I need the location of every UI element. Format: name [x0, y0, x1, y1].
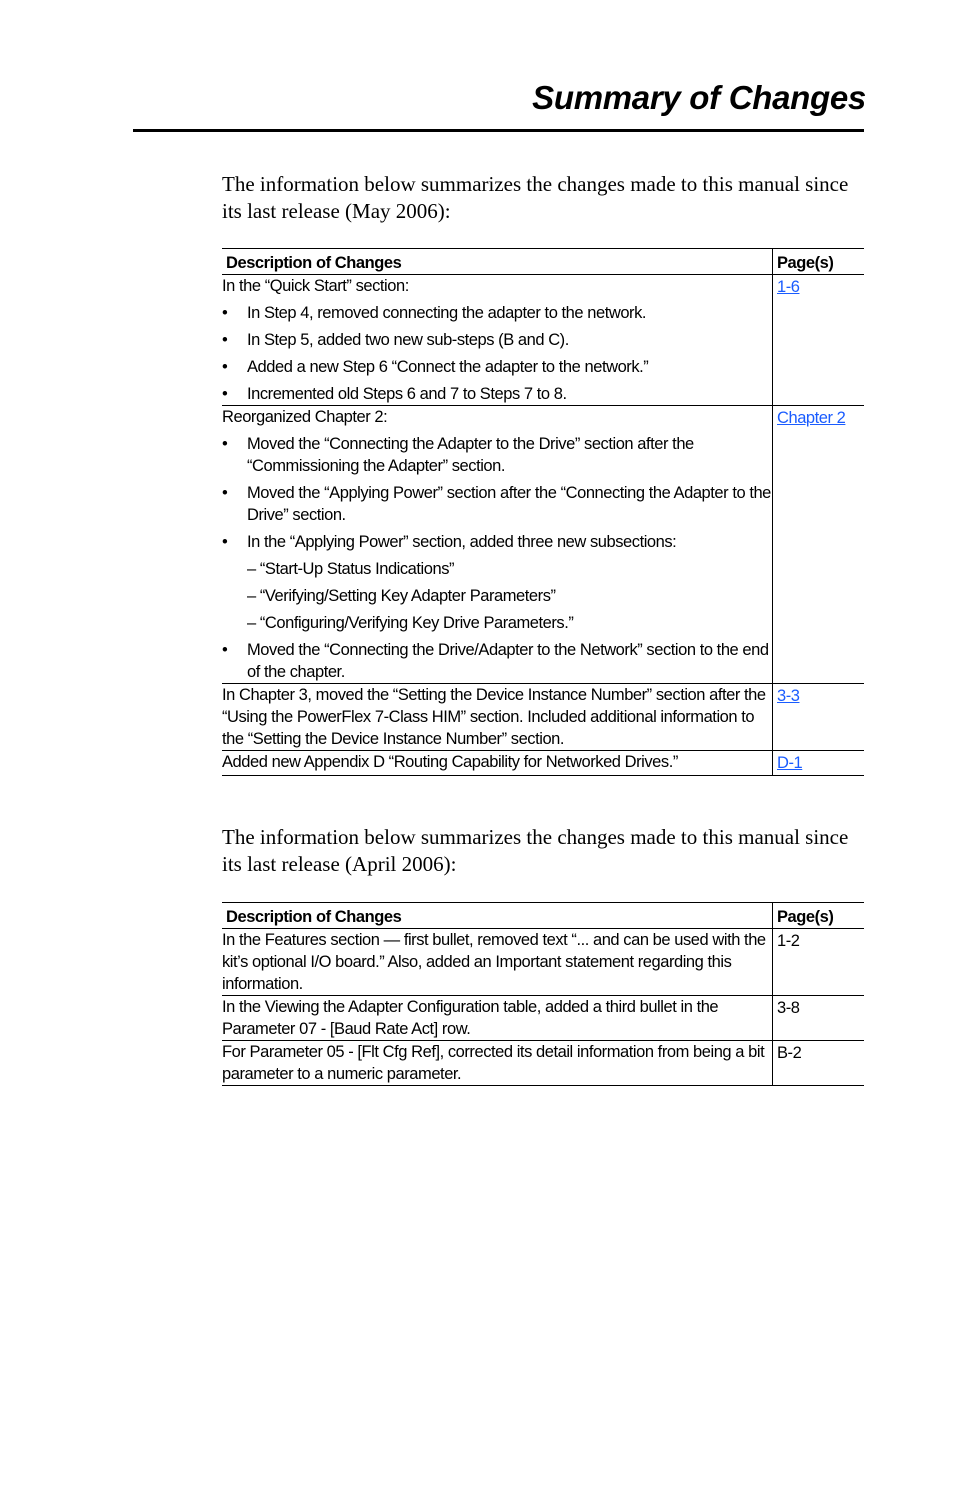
bullet-icon: •	[222, 641, 228, 659]
page-ref: B-2	[777, 1044, 802, 1062]
table-row	[222, 406, 864, 684]
list-item: • Incremented old Steps 6 and 7 to Steps 7 to 8.	[222, 385, 567, 403]
description-cell	[222, 275, 773, 406]
pages-cell	[773, 996, 865, 1041]
page-link-chapter-2[interactable]: Chapter 2	[777, 409, 846, 427]
row-lead: Reorganized Chapter 2:	[222, 408, 388, 426]
table-row	[222, 996, 864, 1041]
list-item: • Moved the “Connecting the Drive/Adapter to the Network” section to the end of the chapter.	[222, 641, 769, 681]
bullet-icon: •	[222, 331, 228, 349]
bullet-icon: •	[222, 435, 228, 453]
description-header: Description of Changes	[226, 254, 402, 272]
list-item: • Moved the “Connecting the Adapter to the Drive” section after the “Commissioning the Adapter” section.	[222, 435, 694, 475]
row-text: In the Viewing the Adapter Configuration table, added a third bullet in the Parameter 07 - [Baud Rate Act] row.	[222, 998, 719, 1038]
row-text: Added new Appendix D “Routing Capability for Networked Drives.”	[222, 753, 678, 771]
bullet-icon: •	[222, 484, 228, 502]
page-link-1-6[interactable]: 1-6	[777, 278, 800, 296]
row-lead: In the “Quick Start” section:	[222, 277, 409, 295]
description-cell	[222, 751, 773, 776]
table-header-row	[222, 903, 864, 929]
description-cell	[222, 1041, 773, 1086]
table-row	[222, 684, 864, 751]
row-text: In the Features section — first bullet, removed text “... and can be used with the kit’s optional I/O board.” Also, added an Important statement regarding this information.	[222, 931, 766, 993]
table-header-row	[222, 249, 864, 275]
sub-item: – “Verifying/Setting Key Adapter Parameters”	[247, 587, 556, 605]
table-row	[222, 275, 864, 406]
bullet-list	[222, 433, 772, 683]
description-cell	[222, 929, 773, 996]
table-row	[222, 751, 864, 776]
pages-header: Page(s)	[773, 903, 865, 929]
bullet-icon: •	[222, 304, 228, 322]
intro-paragraph-1: The information below summarizes the changes made to this manual since its last release (May 2006):	[222, 172, 849, 223]
bullet-list	[222, 302, 772, 405]
pages-header: Page(s)	[773, 249, 865, 275]
description-cell	[222, 996, 773, 1041]
list-item: • Moved the “Applying Power” section after the “Connecting the Adapter to the Drive” section.	[222, 484, 771, 524]
page-link-3-3[interactable]: 3-3	[777, 687, 800, 705]
page-ref: 3-8	[777, 999, 800, 1017]
list-item: • Added a new Step 6 “Connect the adapter to the network.”	[222, 358, 649, 376]
bullet-icon: •	[222, 533, 228, 551]
description-cell	[222, 406, 773, 684]
bullet-icon: •	[222, 358, 228, 376]
sub-item: – “Start-Up Status Indications”	[247, 560, 455, 578]
description-cell	[222, 684, 773, 751]
page-link-d-1[interactable]: D-1	[777, 754, 803, 772]
list-item: • In Step 4, removed connecting the adapter to the network.	[222, 304, 647, 322]
page-ref: 1-2	[777, 932, 800, 950]
sub-item: – “Configuring/Verifying Key Drive Parameters.”	[247, 614, 574, 632]
changes-table-2	[222, 902, 864, 1086]
pages-cell	[773, 1041, 865, 1086]
pages-cell	[773, 929, 865, 996]
description-header: Description of Changes	[226, 908, 402, 926]
changes-table-1	[222, 248, 864, 776]
table-row	[222, 929, 864, 996]
list-item: • In the “Applying Power” section, added three new subsections: – “Start-Up Status Indications” – “Verifying/Setting Key Adapter Parameters” – “Configuring/Verifying Key Drive Parameters.”	[222, 531, 772, 634]
intro-paragraph-2: The information below summarizes the changes made to this manual since its last release (April 2006):	[222, 825, 849, 876]
pages-cell	[773, 406, 865, 684]
row-text: In Chapter 3, moved the “Setting the Device Instance Number” section after the “Using the PowerFlex 7-Class HIM” section. Included additional information to the “Setting the Device Instance Number” section.	[222, 686, 766, 748]
title-rule	[133, 129, 864, 132]
pages-cell	[773, 751, 865, 776]
table-row	[222, 1041, 864, 1086]
page-title: Summary of Changes	[532, 79, 866, 116]
pages-cell	[773, 684, 865, 751]
row-text: For Parameter 05 - [Flt Cfg Ref], corrected its detail information from being a bit parameter to a numeric parameter.	[222, 1043, 765, 1083]
pages-cell	[773, 275, 865, 406]
bullet-icon: •	[222, 385, 228, 403]
list-item: • In Step 5, added two new sub-steps (B and C).	[222, 331, 569, 349]
